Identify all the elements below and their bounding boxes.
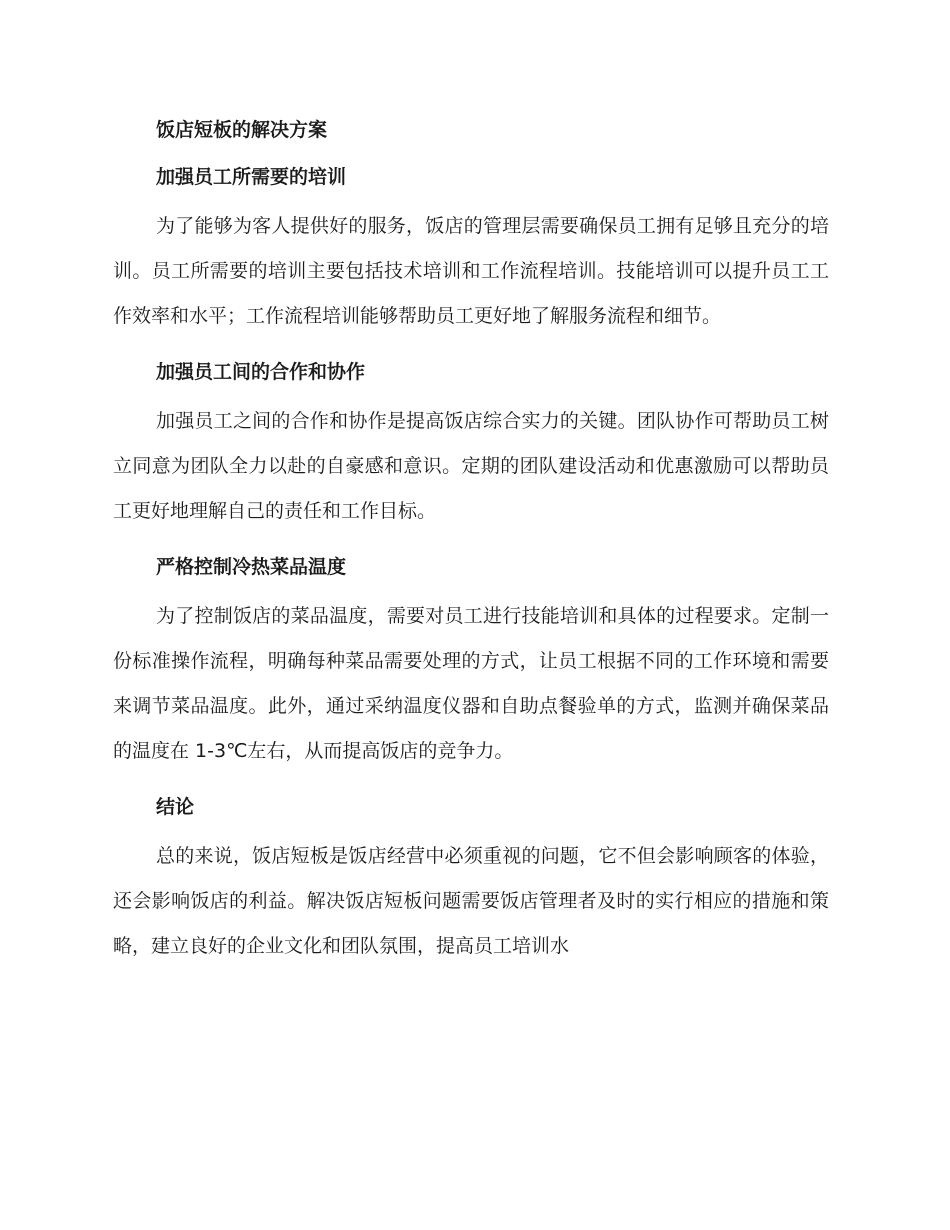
- spacer: [113, 339, 829, 352]
- document-title: 饭店短板的解决方案: [156, 119, 328, 141]
- spacer: [113, 150, 829, 157]
- section-heading-temperature: 严格控制冷热菜品温度: [156, 556, 347, 578]
- section-paragraph-conclusion: 总的来说，饭店短板是饭店经营中必须重视的问题，它不但会影响顾客的体验，还会影响饭店的利益。解决饭店短板问题需要饭店管理者及时的实行相应的措施和策略，建立良好的企业文化和团队氛围，提高员工培训水: [113, 845, 829, 957]
- spacer: [113, 197, 829, 204]
- spacer: [113, 827, 829, 834]
- spacer: [113, 587, 829, 594]
- section-heading-training: 加强员工所需要的培训: [156, 166, 347, 188]
- spacer: [113, 392, 829, 399]
- section-paragraph-temperature: 为了控制饭店的菜品温度，需要对员工进行技能培训和具体的过程要求。定制一份标准操作流程，明确每种菜品需要处理的方式，让员工根据不同的工作环境和需要来调节菜品温度。此外，通过采纳温度仪器和自助点餐验单的方式，监测并确保菜品的温度在 1-3℃左右，从而提高饭店的竞争力。: [113, 605, 829, 762]
- section-paragraph-training: 为了能够为客人提供好的服务，饭店的管理层需要确保员工拥有足够且充分的培训。员工所需要的培训主要包括技术培训和工作流程培训。技能培训可以提升员工工作效率和水平；工作流程培训能够帮助员工更好地了解服务流程和细节。: [113, 215, 829, 327]
- section-paragraph-cooperation: 加强员工之间的合作和协作是提高饭店综合实力的关键。团队协作可帮助员工树立同意为团队全力以赴的自豪感和意识。定期的团队建设活动和优惠激励可以帮助员工更好地理解自己的责任和工作目标。: [113, 410, 829, 522]
- document-body: [113, 110, 829, 969]
- spacer: [113, 774, 829, 787]
- section-heading-conclusion: 结论: [156, 796, 195, 818]
- spacer: [113, 534, 829, 547]
- section-heading-cooperation: 加强员工间的合作和协作: [156, 361, 366, 383]
